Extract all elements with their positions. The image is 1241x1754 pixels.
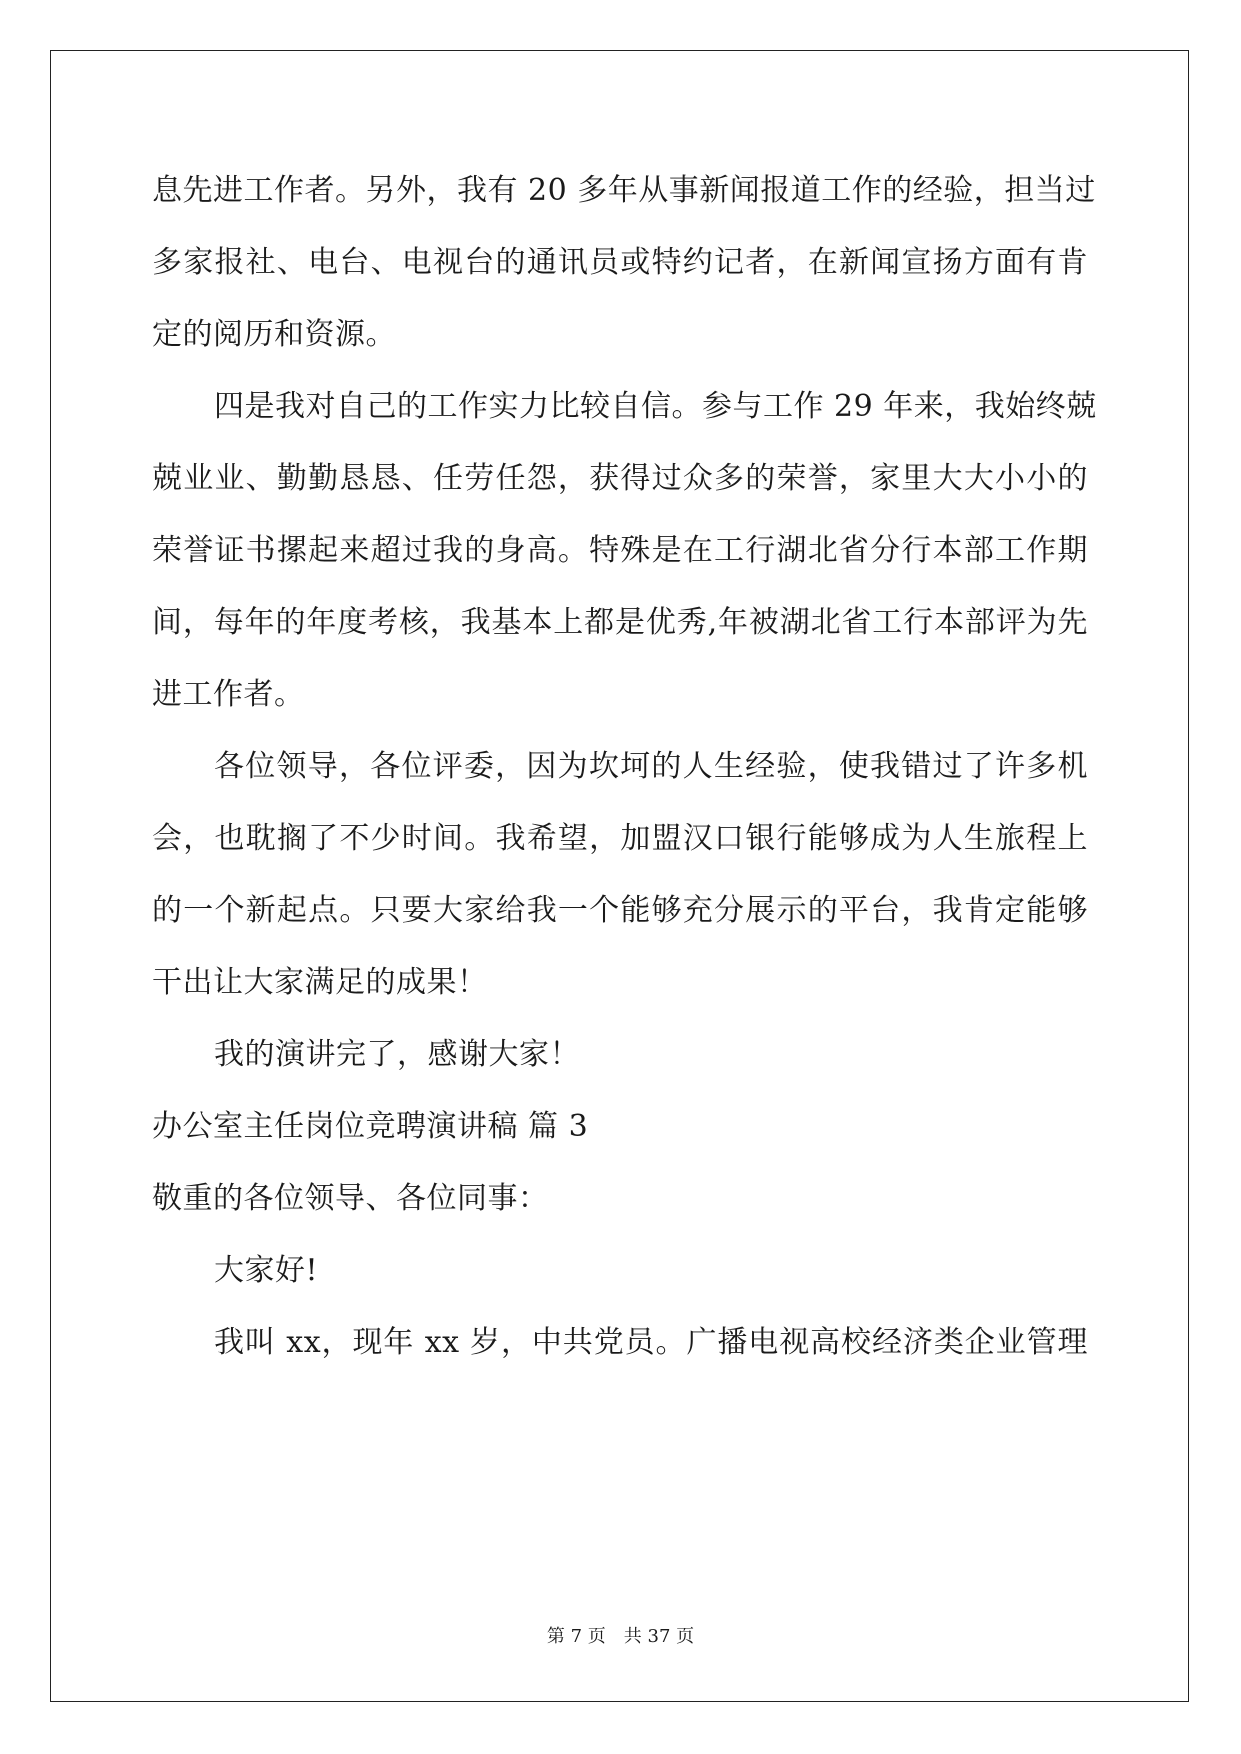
text-line: 四是我对自己的工作实力比较自信。参与工作 29 年来，我始终兢 — [214, 389, 1097, 424]
text-line: 兢业业、勤勤恳恳、任劳任怨，获得过众多的荣誉，家里大大小小的 — [152, 461, 1088, 496]
section-heading: 办公室主任岗位竞聘演讲稿 篇 3 — [152, 1109, 589, 1144]
text-line: 荣誉证书摞起来超过我的身高。特殊是在工行湖北省分行本部工作期 — [152, 533, 1088, 568]
greeting: 大家好! — [214, 1253, 319, 1288]
text-line: 多家报社、电台、电视台的通讯员或特约记者，在新闻宣扬方面有肯 — [152, 245, 1088, 280]
document-body — [152, 155, 1097, 1379]
text-line: 干出让大家满足的成果！ — [152, 965, 488, 1000]
text-line: 进工作者。 — [152, 677, 305, 712]
text-line: 会，也耽搁了不少时间。我希望，加盟汉口银行能够成为人生旅程上 — [152, 821, 1088, 856]
salutation: 敬重的各位领导、各位同事： — [152, 1181, 549, 1216]
text-line: 我叫 xx，现年 xx 岁，中共党员。广播电视高校经济类企业管理 — [214, 1325, 1088, 1360]
text-line: 各位领导，各位评委，因为坎坷的人生经验，使我错过了许多机 — [214, 749, 1088, 784]
text-line: 我的演讲完了，感谢大家！ — [214, 1037, 580, 1072]
page-number: 第 7 页 共 37 页 — [546, 1626, 695, 1647]
text-line: 定的阅历和资源。 — [152, 317, 396, 352]
text-line: 的一个新起点。只要大家给我一个能够充分展示的平台，我肯定能够 — [152, 893, 1088, 928]
text-line: 间，每年的年度考核，我基本上都是优秀,年被湖北省工行本部评为先 — [152, 605, 1088, 640]
text-line: 息先进工作者。另外，我有 20 多年从事新闻报道工作的经验，担当过 — [152, 173, 1096, 208]
